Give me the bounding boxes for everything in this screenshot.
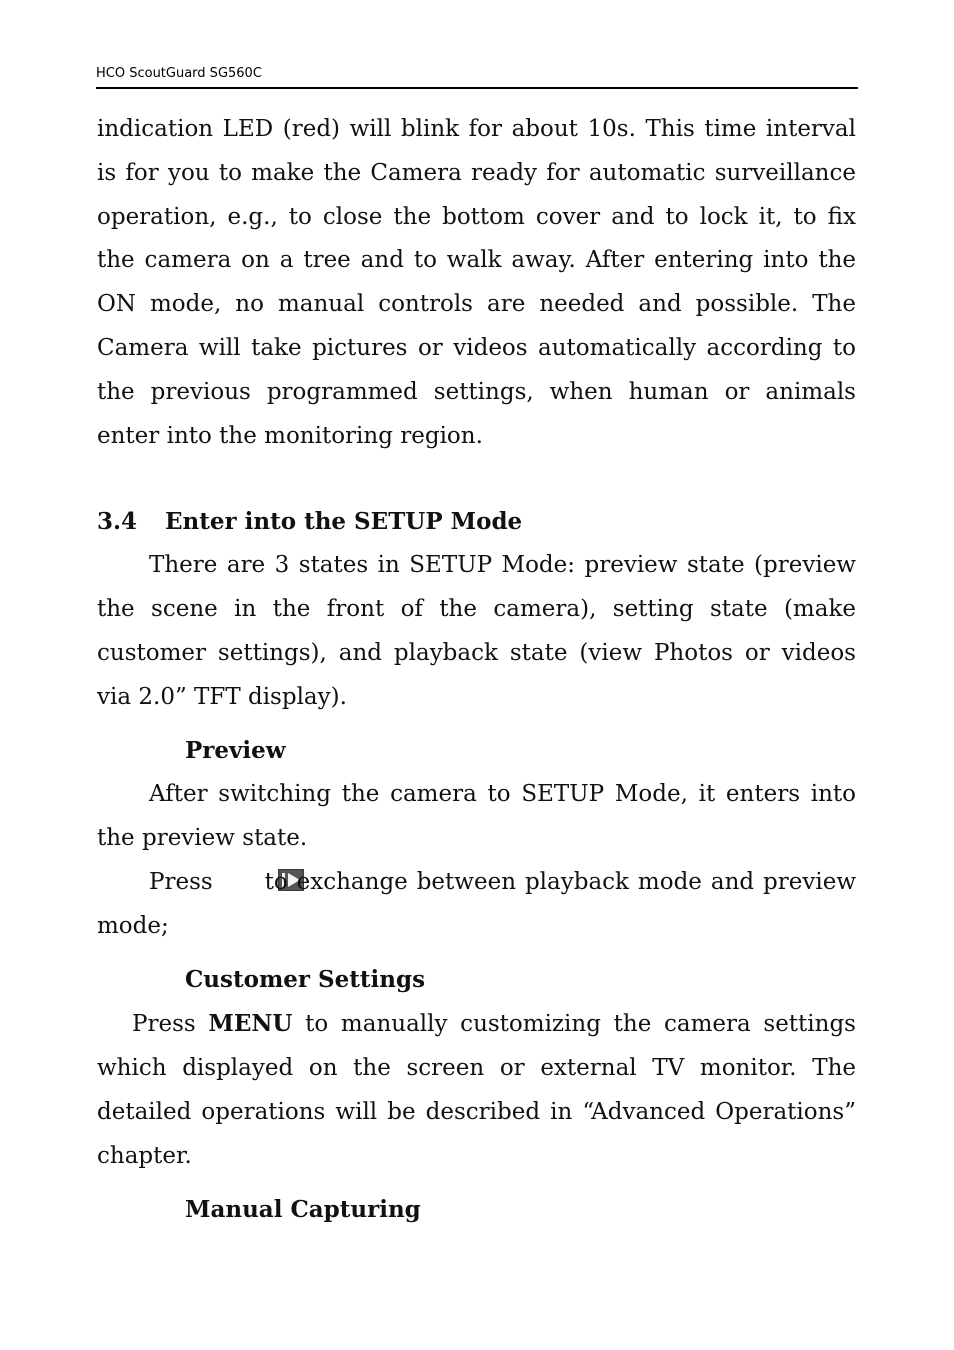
section-number: 3.4	[97, 508, 138, 536]
subheading-manual-capturing: Manual Capturing	[185, 1196, 421, 1224]
subheading-preview: Preview	[185, 737, 286, 765]
paragraph-preview: After switching the camera to SETUP Mode, it enters into the preview state.	[97, 781, 856, 851]
paragraph-on-mode: indication LED (red) will blink for about 10s. This time interval is for you to make the Camera ready for automatic surveillance operation, e.g., to close the bottom cover and to lock it, to fix the camera on a tree and to walk away. After entering into the ON mode, no manual controls are needed and possible. The Camera will take pictures or videos automatically according to the previous programmed settings, when human or animals enter into the monitoring region.	[97, 116, 856, 449]
press-description: to exchange between playback mode and preview mode;	[97, 868, 857, 939]
press-word: Press	[149, 868, 213, 895]
section-title: Enter into the SETUP Mode	[165, 508, 523, 536]
subheading-customer-settings: Customer Settings	[185, 966, 426, 994]
header-divider	[96, 87, 858, 89]
page-header: HCO ScoutGuard SG560C	[96, 66, 262, 81]
section-heading	[97, 500, 856, 544]
menu-key-label: MENU	[208, 1010, 293, 1038]
page-content	[97, 108, 856, 1232]
paragraph-press-playback	[97, 861, 856, 949]
press-word: Press	[132, 1011, 196, 1038]
customer-settings-description: to manually customizing the camera settings which displayed on the screen or external TV monitor. The detailed operations will be described in “Advanced Operations” chapter.	[97, 1011, 856, 1169]
paragraph-customer-settings	[97, 1002, 856, 1178]
paragraph-setup-intro: There are 3 states in SETUP Mode: preview state (preview the scene in the front of the camera), setting state (make customer settings), and playback state (view Photos or videos via 2.0” TFT display).	[97, 552, 856, 710]
playback-icon	[226, 863, 252, 885]
section-spacer	[97, 458, 856, 500]
